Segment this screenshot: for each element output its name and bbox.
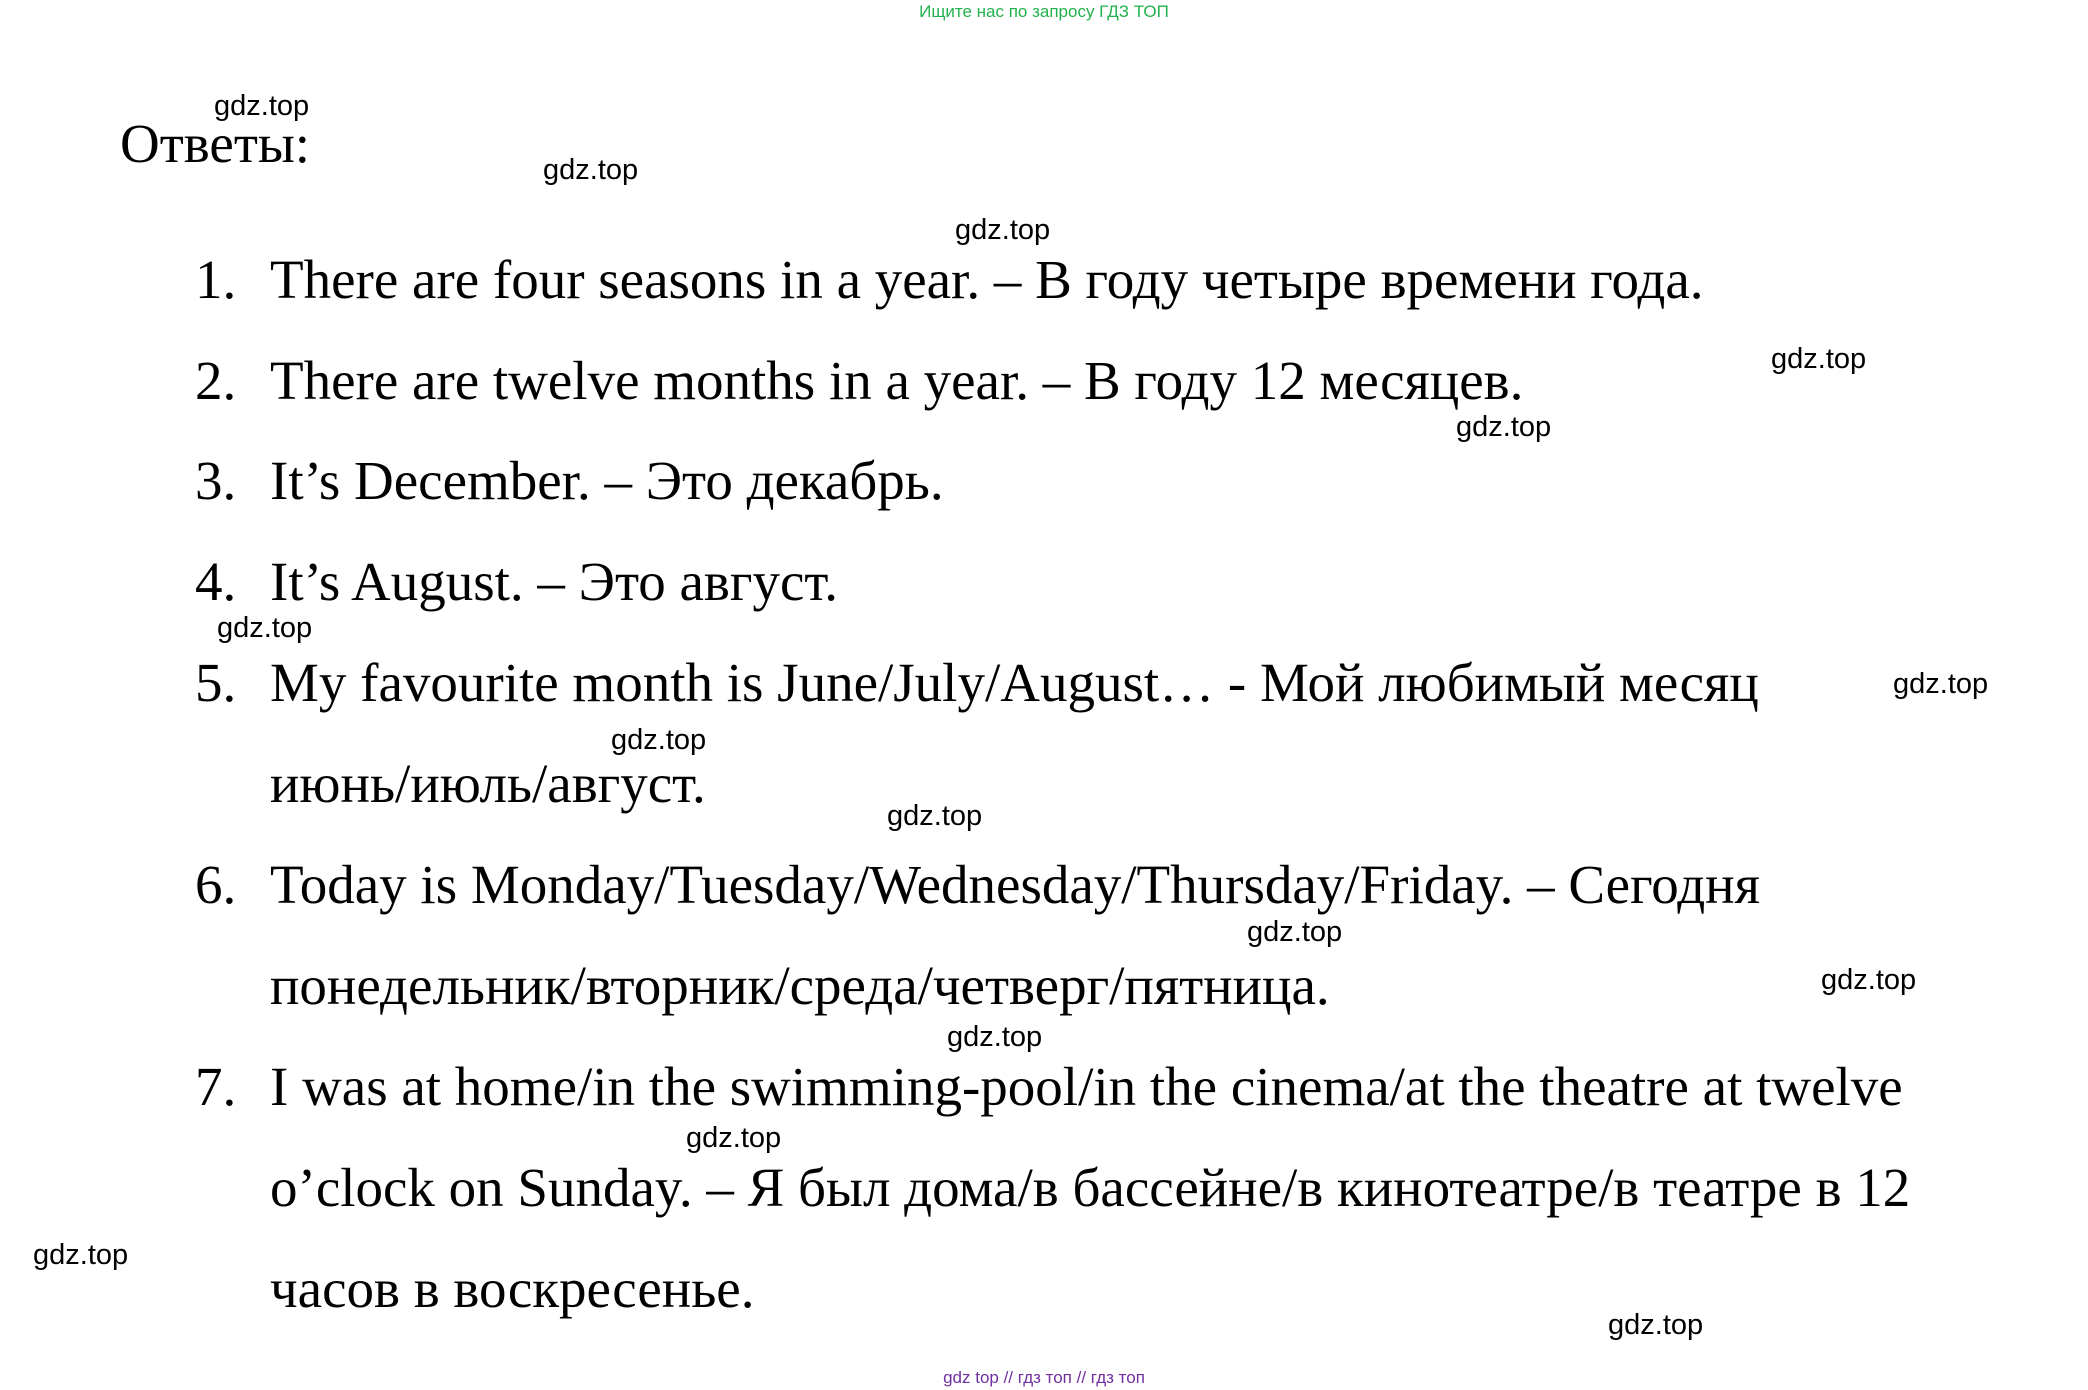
answer-text: часов в воскресенье. <box>270 1258 755 1319</box>
watermark: gdz.top <box>955 214 1051 246</box>
watermark: gdz.top <box>1893 668 1989 700</box>
watermark: gdz.top <box>33 1239 129 1271</box>
answer-number: 4. <box>195 551 237 612</box>
watermark: gdz.top <box>217 612 313 644</box>
answer-text: понедельник/вторник/среда/четверг/пятница. <box>270 955 1330 1016</box>
answer-number: 2. <box>195 350 237 411</box>
watermark: gdz.top <box>1771 343 1867 375</box>
watermark: gdz.top <box>887 800 983 832</box>
answer-text: I was at home/in the swimming-pool/in the cinema/at the theatre at twelve <box>270 1056 1903 1117</box>
watermark: gdz.top <box>947 1021 1043 1053</box>
top-banner: Ищите нас по запросу ГДЗ ТОП <box>919 2 1169 21</box>
answer-number: 5. <box>195 652 237 713</box>
answer-text: o’clock on Sunday. – Я был дома/в бассейне/в кинотеатре/в театре в 12 <box>270 1157 1911 1218</box>
watermark: gdz.top <box>543 154 639 186</box>
watermark: gdz.top <box>214 90 310 122</box>
answer-number: 3. <box>195 450 237 511</box>
answer-number: 6. <box>195 854 237 915</box>
answer-text: My favourite month is June/July/August… - Мой любимый месяц <box>270 652 1759 713</box>
answer-text: There are twelve months in a year. – В году 12 месяцев. <box>270 350 1524 411</box>
answer-number: 1. <box>195 249 237 310</box>
answer-number: 7. <box>195 1056 237 1117</box>
watermark: gdz.top <box>611 724 707 756</box>
footer-watermark: gdz top // гдз топ // гдз топ <box>943 1368 1145 1387</box>
watermark: gdz.top <box>1247 916 1343 948</box>
answer-text: июнь/июль/август. <box>270 753 706 814</box>
answer-text: There are four seasons in a year. – В году четыре времени года. <box>270 249 1704 310</box>
watermark: gdz.top <box>1608 1309 1704 1341</box>
answer-text: Today is Monday/Tuesday/Wednesday/Thursday/Friday. – Сегодня <box>270 854 1760 915</box>
watermark: gdz.top <box>1821 964 1917 996</box>
page-heading: Ответы: <box>120 113 311 174</box>
answer-text: It’s August. – Это август. <box>270 551 839 612</box>
answer-text: It’s December. – Это декабрь. <box>270 450 944 511</box>
watermark: gdz.top <box>686 1122 782 1154</box>
watermark: gdz.top <box>1456 411 1552 443</box>
